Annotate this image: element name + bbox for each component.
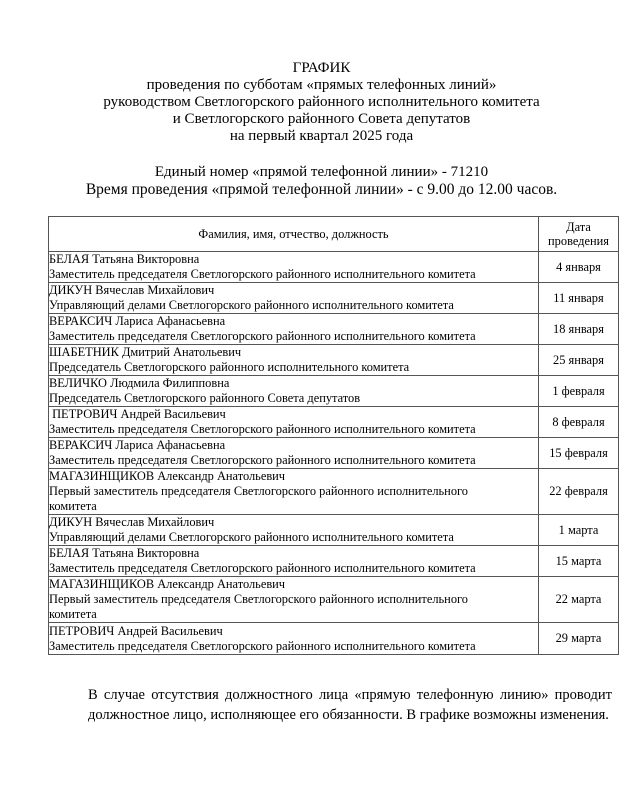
person-position-continued: комитета [49, 499, 97, 513]
person-name: ШАБЕТНИК Дмитрий Анатольевич [49, 345, 242, 359]
document-title: ГРАФИК [292, 60, 351, 76]
table-row [49, 469, 619, 515]
header-date-line-1: Дата [566, 220, 591, 234]
table-row [49, 407, 619, 438]
heading-line-3: и Светлогорского районного Совета депутатов [172, 111, 471, 127]
table-row [49, 515, 619, 546]
heading-line-2: руководством Светлогорского районного исполнительного комитета [103, 94, 540, 110]
hotline-phone: Единый номер «прямой телефонной линии» - 71210 [154, 164, 489, 180]
person-name: ВЕРАКСИЧ Лариса Афанасьевна [49, 314, 226, 328]
person-cell [49, 577, 539, 623]
table-row [49, 376, 619, 407]
person-position: Заместитель председателя Светлогорского районного исполнительного комитета [49, 638, 476, 653]
date-cell: 25 января [539, 345, 619, 376]
date-cell: 1 марта [539, 515, 619, 546]
person-cell [49, 345, 539, 376]
table-row [49, 546, 619, 577]
person-name: ПЕТРОВИЧ Андрей Васильевич [49, 623, 223, 638]
date-cell: 15 февраля [539, 438, 619, 469]
hotline-time: Время проведения «прямой телефонной линии» - с 9.00 до 12.00 часов. [85, 181, 558, 198]
table-row [49, 345, 619, 376]
person-cell [49, 623, 539, 655]
date-cell: 29 марта [539, 623, 619, 655]
footnote: В случае отсутствия должностного лица «прямую телефонную линию» проводит должностное лицо, исполняющее его обязанности. В графике возможны изменения. [88, 687, 612, 723]
person-cell [49, 376, 539, 407]
person-cell [49, 407, 539, 438]
table-row [49, 283, 619, 314]
person-name: ПЕТРОВИЧ Андрей Васильевич [49, 407, 226, 421]
date-cell: 8 февраля [539, 407, 619, 438]
person-cell [49, 314, 539, 345]
person-position: Заместитель председателя Светлогорского районного исполнительного комитета [49, 453, 476, 467]
person-position: Заместитель председателя Светлогорского районного исполнительного комитета [49, 267, 476, 281]
person-cell [49, 546, 539, 577]
date-cell: 1 февраля [539, 376, 619, 407]
person-position: Управляющий делами Светлогорского районного исполнительного комитета [49, 530, 454, 544]
schedule-table [48, 216, 619, 655]
person-position: Управляющий делами Светлогорского районного исполнительного комитета [49, 298, 454, 312]
person-name: МАГАЗИНЩИКОВ Александр Анатольевич [49, 577, 286, 591]
date-cell: 18 января [539, 314, 619, 345]
table-row [49, 438, 619, 469]
table-row [49, 314, 619, 345]
table-row [49, 577, 619, 623]
person-name: БЕЛАЯ Татьяна Викторовна [49, 546, 200, 560]
date-cell: 15 марта [539, 546, 619, 577]
person-name: ДИКУН Вячеслав Михайлович [49, 283, 215, 297]
person-position: Первый заместитель председателя Светлогорского районного исполнительного [49, 484, 468, 498]
person-position-continued: комитета [49, 607, 97, 621]
table-row [49, 252, 619, 283]
header-name: Фамилия, имя, отчество, должность [49, 217, 539, 252]
person-cell [49, 438, 539, 469]
person-cell [49, 469, 539, 515]
person-position: Председатель Светлогорского районного Совета депутатов [49, 391, 361, 405]
person-cell [49, 283, 539, 314]
person-position: Заместитель председателя Светлогорского районного исполнительного комитета [49, 561, 476, 575]
date-cell: 22 февраля [539, 469, 619, 515]
date-cell: 11 января [539, 283, 619, 314]
date-cell: 4 января [539, 252, 619, 283]
person-position: Заместитель председателя Светлогорского районного исполнительного комитета [49, 329, 476, 343]
person-name: МАГАЗИНЩИКОВ Александр Анатольевич [49, 469, 286, 483]
person-name: БЕЛАЯ Татьяна Викторовна [49, 252, 200, 266]
person-cell [49, 252, 539, 283]
heading-line-4: на первый квартал 2025 года [229, 128, 414, 144]
person-name: ВЕЛИЧКО Людмила Филипповна [49, 376, 230, 390]
person-name: ДИКУН Вячеслав Михайлович [49, 515, 215, 529]
header-date-line-2: проведения [548, 234, 609, 248]
date-cell: 22 марта [539, 577, 619, 623]
person-position: Председатель Светлогорского районного исполнительного комитета [49, 360, 410, 374]
hotline-info [0, 163, 643, 199]
header-date [539, 217, 619, 252]
table-row [49, 623, 619, 655]
person-cell [49, 515, 539, 546]
document-heading [0, 60, 643, 145]
person-position: Заместитель председателя Светлогорского районного исполнительного комитета [49, 422, 476, 436]
table-header-row [49, 217, 619, 252]
person-position: Первый заместитель председателя Светлогорского районного исполнительного [49, 592, 468, 606]
person-name: ВЕРАКСИЧ Лариса Афанасьевна [49, 438, 226, 452]
heading-line-1: проведения по субботам «прямых телефонных линий» [146, 77, 497, 93]
